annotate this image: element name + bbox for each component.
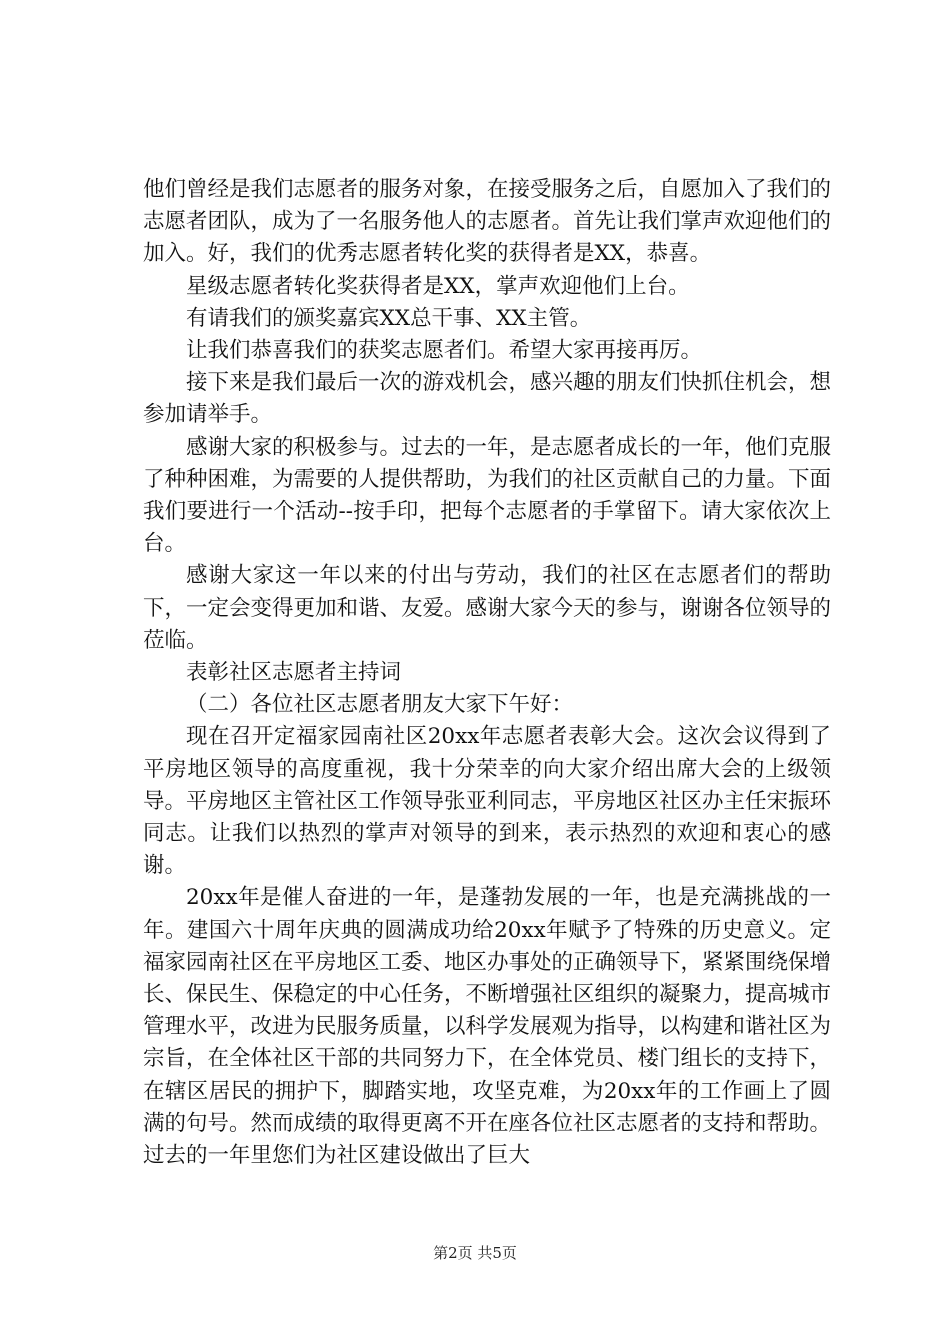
section-heading: 表彰社区志愿者主持词 (186, 660, 402, 686)
paragraph-5: 接下来是我们最后一次的游戏机会，感兴趣的朋友们快抓住机会，想参加请举手。 (143, 370, 832, 428)
page-number-footer: 第2页 共5页 (433, 1244, 517, 1262)
greeting-line: （二）各位社区志愿者朋友大家下午好： (186, 692, 574, 718)
paragraph-4: 让我们恭喜我们的获奖志愿者们。希望大家再接再厉。 (186, 338, 703, 364)
paragraph-10: 现在召开定福家园南社区20xx年志愿者表彰大会。这次会议得到了平房地区领导的高度重视，我十分荣幸的向大家介绍出席大会的上级领导。平房地区主管社区工作领导张亚利同志，平房地区社区办主任宋振环同志。让我们以热烈的掌声对领导的到来，表示热烈的欢迎和衷心的感谢。 (143, 724, 832, 879)
paragraph-6: 感谢大家的积极参与。过去的一年，是志愿者成长的一年，他们克服了种种困难，为需要的人提供帮助，为我们的社区贡献自己的力量。下面我们要进行一个活动--按手印，把每个志愿者的手掌留下。请大家依次上台。 (143, 434, 832, 557)
paragraph-3: 有请我们的颁奖嘉宾XX总干事、XX主管。 (186, 305, 592, 331)
document-body (143, 174, 831, 1172)
paragraph-1: 他们曾经是我们志愿者的服务对象，在接受服务之后，自愿加入了我们的志愿者团队，成为了一名服务他人的志愿者。首先让我们掌声欢迎他们的加入。好，我们的优秀志愿者转化奖的获得者是XX，恭喜。 (143, 177, 832, 267)
paragraph-7: 感谢大家这一年以来的付出与劳动，我们的社区在志愿者们的帮助下，一定会变得更加和谐、友爱。感谢大家今天的参与，谢谢各位领导的莅临。 (143, 563, 832, 653)
paragraph-11: 20xx年是催人奋进的一年，是蓬勃发展的一年，也是充满挑战的一年。建国六十周年庆典的圆满成功给20xx年赋予了特殊的历史意义。定福家园南社区在平房地区工委、地区办事处的正确领导下，紧紧围绕保增长、保民生、保稳定的中心任务，不断增强社区组织的凝聚力，提高城市管理水平，改进为民服务质量，以科学发展观为指导，以构建和谐社区为宗旨，在全体社区干部的共同努力下，在全体党员、楼门组长的支持下，在辖区居民的拥护下，脚踏实地，攻坚克难，为20xx年的工作画上了圆满的句号。然而成绩的取得更离不开在座各位社区志愿者的支持和帮助。过去的一年里您们为社区建设做出了巨大 (143, 885, 832, 1169)
paragraph-2: 星级志愿者转化奖获得者是XX，掌声欢迎他们上台。 (186, 273, 690, 299)
